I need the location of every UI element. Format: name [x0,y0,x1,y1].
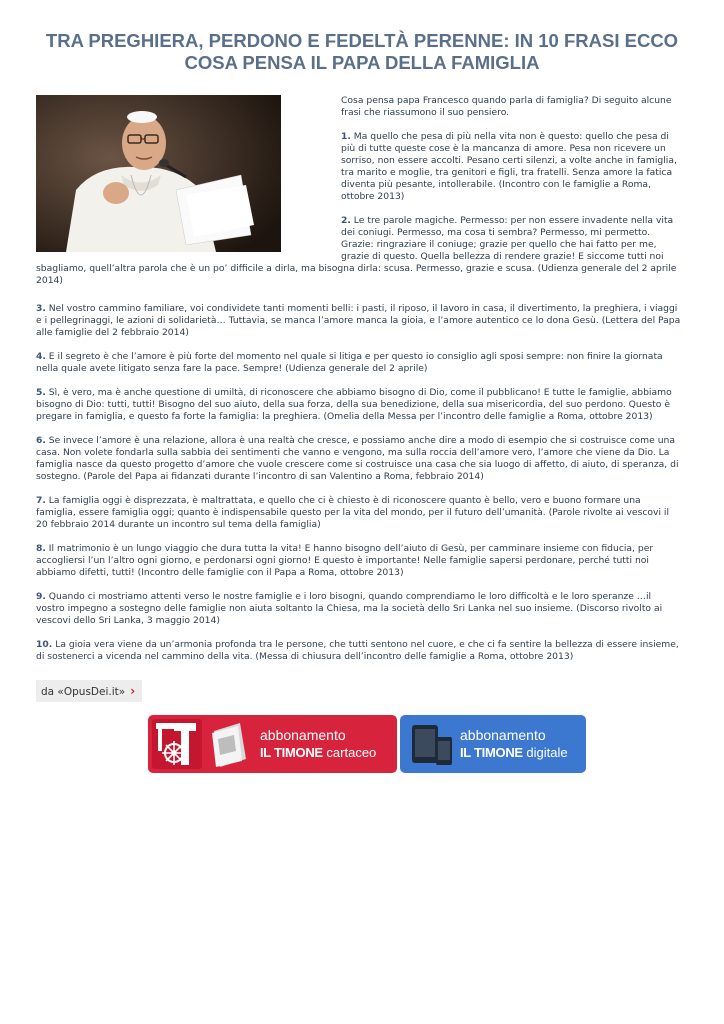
quote-7 [36,495,681,531]
quote-text: Sì, è vero, ma è anche questione di umiltà, di riconoscere che abbiamo bisogno di Dio, come il pubblicano! E tutte le famiglie, abbiamo bisogno di Dio: tutti, tutti! Bisogno del suo aiuto, della sua forza, della sua benedizione, della sua misericordia, del suo perdono. Questo è pregare in famiglia, e questo fa forte la famiglia: la preghiera. (Omelia della Messa per l’incontro delle famiglie a Roma, ottobre 2013) [36,387,672,422]
magazine-icon [210,721,250,769]
quote-number: 4. [36,351,46,362]
digital-banner-kind: digitale [526,745,568,760]
quote-number: 6. [36,435,46,446]
quote-text: Quando ci mostriamo attenti verso le nostre famiglie e i loro bisogni, quando comprendiamo le loro difficoltà e le loro speranze …il vostro impegno a sostegno delle famiglie non aiuta soltanto la Chiesa, ma la società dello Sri Lanka nel suo insieme. (Discorso rivolto ai vescovi dello Sri Lanka, 3 maggio 2014) [36,591,663,626]
quote-10 [36,639,681,663]
quote-4 [36,351,681,375]
quote-6 [36,435,681,483]
digital-banner-brand: IL TIMONE [460,745,523,760]
quote-number: 7. [36,495,46,506]
article-title: TRA PREGHIERA, PERDONO E FEDELTÀ PERENNE: IN 10 FRASI ECCO COSA PENSA IL PAPA DELLA FAMIGLIA [45,30,679,73]
quote-number: 9. [36,591,46,602]
quote-text: La famiglia oggi è disprezzata, è maltrattata, e quello che ci è chiesto è di riconoscere quanto è bello, vero e buono formare una famiglia, essere famiglia oggi; quanto è indispensabile questo per la vita del mondo, per il futuro dell’umanità. (Parole rivolte ai vescovi il 20 febbraio 2014 durante un incontro sul tema della famiglia) [36,495,670,530]
digital-subscription-banner[interactable] [400,715,586,773]
pope-photo-illustration [36,95,281,252]
quote-number: 5. [36,387,46,398]
pope-photo [36,95,281,252]
il-timone-logo [152,719,202,769]
print-banner-kind: cartaceo [326,745,377,760]
ship-wheel-icon [152,719,202,769]
source-label: da «OpusDei.it» [41,686,126,698]
quote-9 [36,591,681,627]
tablet-phone-icon [410,723,454,767]
quote-number: 3. [36,303,46,314]
article-body [36,95,681,675]
quote-number: 10. [36,639,53,650]
quote-text: La gioia vera viene da un’armonia profonda tra le persone, che tutti sentono nel cuore, e che ci fa sentire la bellezza di essere insieme, di sostenerci a vicenda nel cammino della vita. (Messa di chiusura dell’incontro delle famiglie a Roma, ottobre 2013) [36,639,679,662]
quote-text: Le tre parole magiche. Permesso: per non essere invadente nella vita dei coniugi. Permesso, ma cosa ti sembra? Permesso, mi permetto. Grazie: ringraziare il coniuge; grazie per quello che hai fatto per me, grazie di questo. Quella bellezza di rendere grazie! E siccome tutti noi sbagliamo, quell’altra parola che è un po’ difficile a dirla, ma bisogna dirla: scusa. Permesso, grazie e scusa. (Udienza generale del 2 aprile 2014) [36,215,677,286]
chevron-right-icon: › [130,684,136,698]
print-banner-brand: IL TIMONE [260,745,323,760]
digital-banner-title: abbonamento [460,727,546,743]
quote-3 [36,303,681,339]
quote-number: 1. [341,131,351,142]
quote-text: Ma quello che pesa di più nella vita non è questo: quello che pesa di più di tutte queste cose è la mancanza di amore. Pesa non ricevere un sorriso, non essere accolti. Pesano certi silenzi, a volte anche in famiglia, tra marito e moglie, tra genitori e figli, tra fratelli. Senza amore la fatica diventa più pesante, intollerabile. (Incontro con le famiglie a Roma, ottobre 2013) [341,131,677,202]
quote-8 [36,543,681,579]
quote-text: Nel vostro cammino familiare, voi condividete tanti momenti belli: i pasti, il riposo, il lavoro in casa, il divertimento, la preghiera, i viaggi e i pellegrinaggi, le azioni di solidarietà… Tuttavia, se manca l’amore manca la gioia, e l’amore autentico ce lo dona Gesù. (Lettera del Papa alle famiglie del 2 febbraio 2014) [36,303,681,338]
print-banner-title: abbonamento [260,727,346,743]
intro-paragraph: Cosa pensa papa Francesco quando parla di famiglia? Di seguito alcune frasi che riassumono il suo pensiero. [341,95,672,118]
quote-text: Il matrimonio è un lungo viaggio che dura tutta la vita! E hanno bisogno dell’aiuto di Gesù, per camminare insieme con fiducia, per accogliersi l’un l’altro ogni giorno, e perdonarsi ogni giorno! E questo è importante! Nelle famiglie sapersi perdonare, perché tutti noi abbiamo difetti, tutti! (Incontro delle famiglie con il Papa a Roma, ottobre 2013) [36,543,654,578]
print-subscription-banner[interactable] [148,715,397,773]
quote-5 [36,387,681,423]
quote-number: 8. [36,543,46,554]
quote-text: Se invece l’amore è una relazione, allora è una realtà che cresce, e possiamo anche dire a modo di esempio che si costruisce come una casa. Non volete fondarla sulla sabbia dei sentimenti che vanno e vengono, ma sulla roccia dell’amore vero, l’amore che viene da Dio. La famiglia nasce da questo progetto d’amore che vuole crescere come si costruisce una casa che sia luogo di affetto, di aiuto, di speranza, di sostegno. (Parole del Papa ai fidanzati durante l’incontro di san Valentino a Roma, febbraio 2014) [36,435,679,482]
quote-number: 2. [341,215,351,226]
quote-text: E il segreto è che l’amore è più forte del momento nel quale si litiga e per questo io consiglio agli sposi sempre: non finire la giornata nella quale avete litigato senza fare la pace. Sempre! (Udienza generale del 2 aprile) [36,351,663,374]
source-link[interactable] [36,680,142,702]
